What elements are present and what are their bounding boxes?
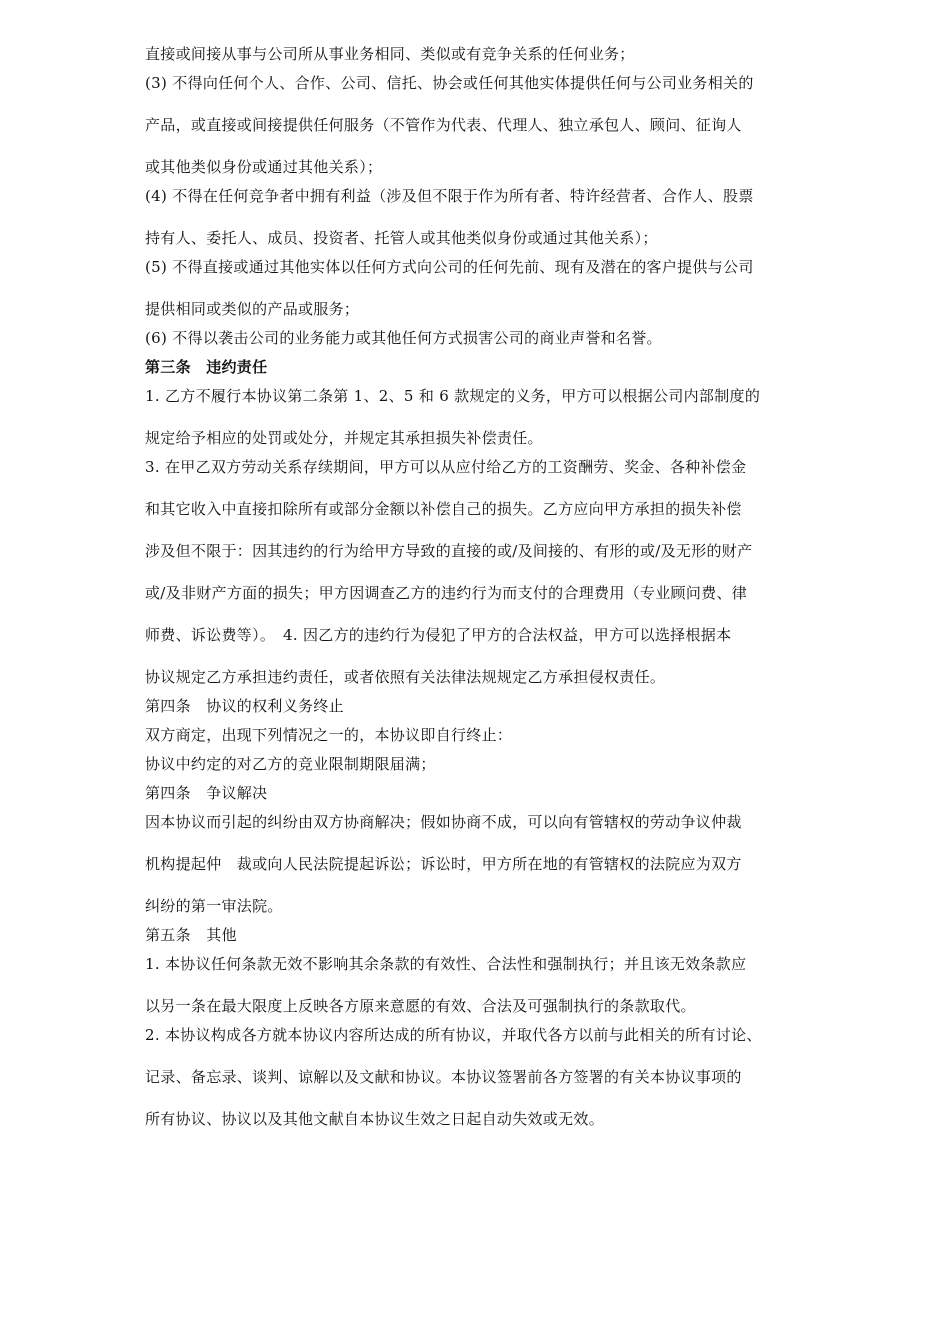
- text-line: 因本协议而引起的纠纷由双方协商解决；假如协商不成，可以向有管辖权的劳动争议仲裁: [145, 813, 742, 831]
- document-page: [145, 44, 815, 1130]
- text-line: 协议规定乙方承担违约责任，或者依照有关法律法规规定乙方承担侵权责任。: [145, 668, 666, 686]
- text-line: 1. 乙方不履行本协议第二条第 1、2、5 和 6 款规定的义务，甲方可以根据公司内部制度的: [145, 387, 761, 405]
- text-line: 或其他类似身份或通过其他关系）；: [145, 158, 383, 176]
- section-heading: 第五条 其他: [145, 926, 237, 944]
- text-line: 双方商定，出现下列情况之一的，本协议即自行终止：: [145, 726, 513, 744]
- text-line: 记录、备忘录、谈判、谅解以及文献和协议。本协议签署前各方签署的有关本协议事项的: [145, 1068, 742, 1086]
- text-line: (5) 不得直接或通过其他实体以任何方式向公司的任何先前、现有及潜在的客户提供与公司: [145, 258, 754, 276]
- text-line: 和其它收入中直接扣除所有或部分金额以补偿自己的损失。乙方应向甲方承担的损失补偿: [145, 500, 742, 518]
- text-line: (3) 不得向任何个人、合作、公司、信托、协会或任何其他实体提供任何与公司业务相关的: [145, 74, 754, 92]
- text-line: 涉及但不限于：因其违约的行为给甲方导致的直接的或/及间接的、有形的或/及无形的财产: [145, 542, 753, 560]
- text-line: (6) 不得以袭击公司的业务能力或其他任何方式损害公司的商业声誉和名誉。: [145, 329, 662, 347]
- text-line: 直接或间接从事与公司所从事业务相同、类似或有竞争关系的任何业务；: [145, 45, 635, 63]
- text-line: 协议中约定的对乙方的竞业限制期限届满；: [145, 755, 436, 773]
- text-line: 纠纷的第一审法院。: [145, 897, 283, 915]
- section-heading: 第三条 违约责任: [145, 358, 268, 376]
- text-line: 产品，或直接或间接提供任何服务（不管作为代表、代理人、独立承包人、顾问、征询人: [145, 116, 742, 134]
- text-line: 师费、诉讼费等）。 4. 因乙方的违约行为侵犯了甲方的合法权益，甲方可以选择根据本: [145, 626, 732, 644]
- text-line: (4) 不得在任何竞争者中拥有利益（涉及但不限于作为所有者、特许经营者、合作人、股票: [145, 187, 754, 205]
- text-line: 规定给予相应的处罚或处分，并规定其承担损失补偿责任。: [145, 429, 543, 447]
- text-line: 3. 在甲乙双方劳动关系存续期间，甲方可以从应付给乙方的工资酬劳、奖金、各种补偿金: [145, 458, 747, 476]
- text-line: 或/及非财产方面的损失；甲方因调查乙方的违约行为而支付的合理费用（专业顾问费、律: [145, 584, 748, 602]
- text-line: 持有人、委托人、成员、投资者、托管人或其他类似身份或通过其他关系）；: [145, 229, 658, 247]
- text-line: 提供相同或类似的产品或服务；: [145, 300, 360, 318]
- text-line: 以另一条在最大限度上反映各方原来意愿的有效、合法及可强制执行的条款取代。: [145, 997, 696, 1015]
- section-heading: 第四条 争议解决: [145, 784, 268, 802]
- section-heading: 第四条 协议的权利义务终止: [145, 697, 344, 715]
- text-line: 所有协议、协议以及其他文献自本协议生效之日起自动失效或无效。: [145, 1110, 605, 1128]
- text-line: 机构提起仲 裁或向人民法院提起诉讼；诉讼时，甲方所在地的有管辖权的法院应为双方: [145, 855, 742, 873]
- text-line: 2. 本协议构成各方就本协议内容所达成的所有协议，并取代各方以前与此相关的所有讨论、: [145, 1026, 762, 1044]
- text-line: 1. 本协议任何条款无效不影响其余条款的有效性、合法性和强制执行；并且该无效条款应: [145, 955, 747, 973]
